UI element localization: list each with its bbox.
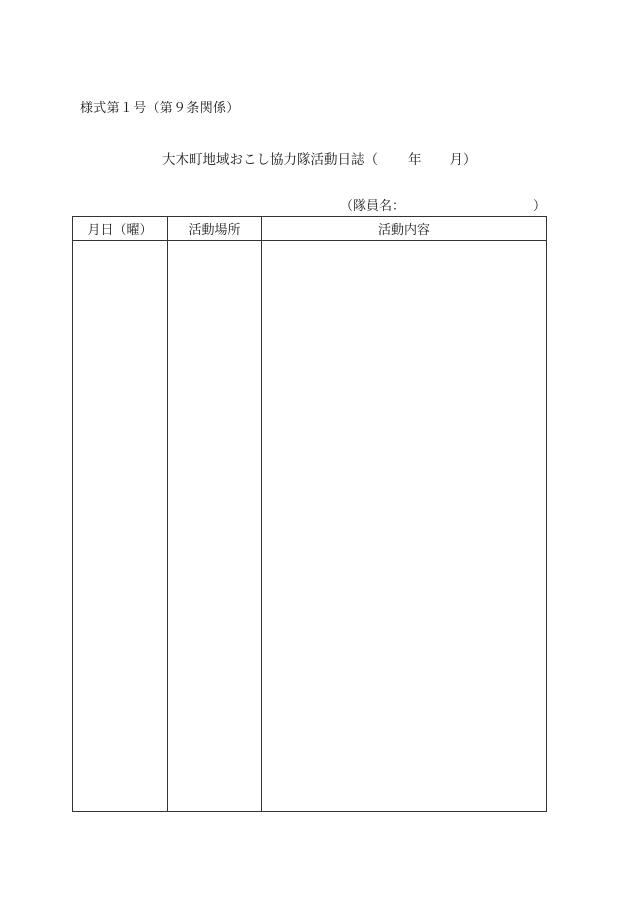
- form-number: 様式第１号（第９条関係）: [80, 101, 240, 116]
- title-main: 大木町地域おこし協力隊活動日誌（: [162, 152, 378, 168]
- cell-content: [262, 241, 547, 812]
- page-title: [162, 148, 477, 168]
- table-header-row: [73, 217, 547, 241]
- header-date: 月日（曜）: [73, 217, 168, 241]
- activity-log-table: [72, 216, 547, 812]
- title-year-label: 年: [408, 152, 422, 168]
- member-name-line: [340, 195, 546, 214]
- cell-date: [73, 241, 168, 812]
- header-content: 活動内容: [262, 217, 547, 241]
- member-name-close: ）: [532, 199, 546, 214]
- member-name-label: （隊員名：: [340, 199, 406, 214]
- header-location: 活動場所: [168, 217, 262, 241]
- cell-location: [168, 241, 262, 812]
- title-month-label: 月）: [449, 152, 477, 168]
- table-row: [73, 241, 547, 812]
